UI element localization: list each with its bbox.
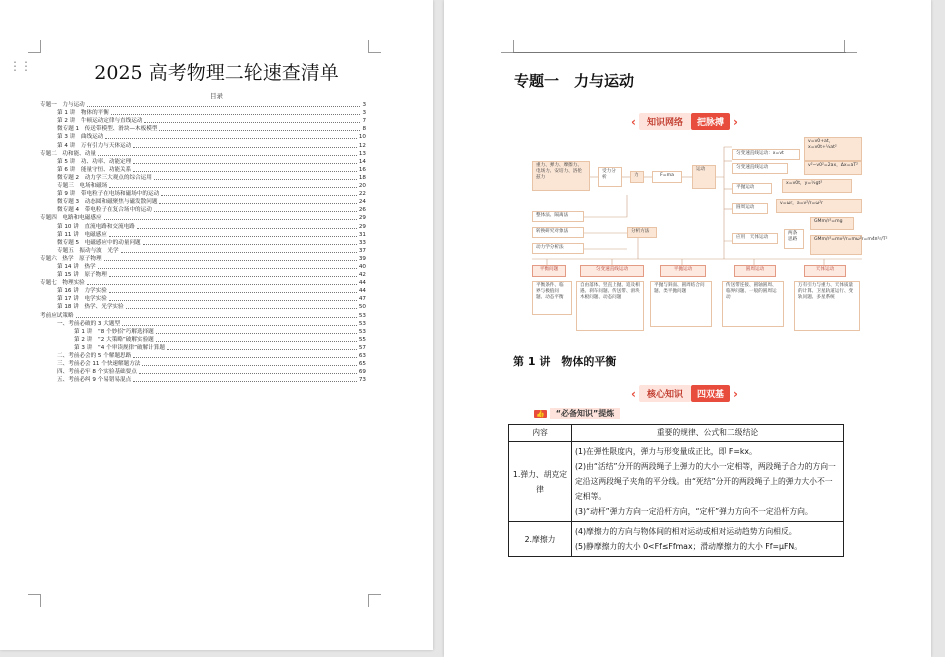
toc-entry-label: 二、考前必会的 5 个解题思路	[57, 353, 132, 359]
toc-entry[interactable]	[40, 360, 366, 368]
toc-heading: 目录	[210, 92, 223, 100]
toc-leader-dots	[105, 138, 357, 139]
chevron-left-icon: ‹	[631, 386, 636, 401]
toc-entry-label: 微专题 5 电磁感应中的动量问题	[57, 239, 141, 246]
chevron-right-icon: ›	[732, 386, 738, 401]
mm-method-3: 动力学分析法	[532, 243, 584, 254]
toc-leader-dots	[109, 276, 357, 277]
mm-force: 力	[630, 171, 644, 183]
banner-left: 知识网络	[639, 113, 691, 130]
toc-leader-dots	[133, 381, 357, 382]
toc-entry-page: 65	[358, 361, 366, 368]
rule-line: (2)由“活结”分开的两段绳子上弹力的大小一定相等，两段绳子合力的方向一定沿这两段绳子夹角的平分线。由“死结”分开的两段绳子上的弹力大小不一定相等。	[575, 462, 836, 501]
toc-entry-page: 13	[358, 150, 366, 157]
toc-entry-label: 专题六 热学 原子物理	[40, 255, 102, 262]
toc-entry-label: 第 6 讲 能量守恒、功能关系	[57, 166, 132, 173]
mm-method-1: 整体法、隔离法	[532, 211, 584, 222]
mm-f-sky: GMm/r²=mg	[810, 217, 854, 230]
toc-entry[interactable]	[40, 320, 366, 328]
toc-leader-dots	[133, 171, 357, 172]
toc-leader-dots	[109, 292, 357, 293]
document-title: 2025 高考物理二轮速查清单	[94, 62, 339, 84]
mm-text-3: 平抛与斜面、圆周结合问题、类平抛问题	[650, 281, 712, 327]
mm-text-4: 传送带连接、圆轴圆周、临界问题、一般的圆周运动	[722, 281, 784, 327]
toc-entry-label: 考前应试策略	[40, 312, 74, 319]
toc-entry-label: 第 14 讲 热学	[57, 263, 96, 270]
toc-entry-page: 42	[358, 272, 366, 279]
toc-leader-dots	[156, 341, 357, 342]
toc-leader-dots	[154, 179, 357, 180]
toc-entry-label: 微专题 2 动力学三大观点的综合运用	[57, 174, 152, 181]
toc-entry[interactable]	[40, 206, 366, 214]
toc-entry-label: 第 16 讲 力学实验	[57, 288, 107, 295]
toc-entry-label: 第 2 讲 牛顿运动定律与直线运动	[57, 118, 143, 125]
toc-leader-dots	[109, 187, 357, 188]
mm-f-throw: x=v0t，y=½gt²	[782, 179, 852, 193]
toc-entry-page: 33	[358, 239, 366, 246]
toc-entry[interactable]	[40, 109, 366, 117]
table-row	[509, 442, 844, 522]
toc-entry-page: 12	[358, 142, 366, 149]
mm-uniform: 匀变速直线运动	[732, 163, 788, 174]
toc-leader-dots	[76, 317, 357, 318]
mm-throw: 平抛运动	[732, 183, 772, 194]
essential-knowledge-tag	[534, 408, 620, 419]
toc-entry-label: 第 3 讲 曲线运动	[57, 134, 104, 141]
toc-entry[interactable]	[40, 117, 366, 125]
toc-entry[interactable]	[40, 182, 366, 190]
toc-entry-label: 微专题 1 传送带模型、滑块—木板模型	[57, 126, 158, 133]
toc-entry-page: 16	[358, 166, 366, 173]
toc-entry[interactable]	[40, 158, 366, 166]
toc-entry-page: 24	[358, 199, 366, 206]
mm-method-2: 转换研究对象法	[532, 227, 584, 238]
row-content	[572, 442, 844, 522]
mm-circle: 圆周运动	[732, 203, 768, 214]
mm-head-3: 平抛运动	[660, 265, 706, 277]
toc-entry[interactable]	[40, 150, 366, 158]
drag-handle-icon[interactable]: ⋮⋮	[9, 59, 31, 73]
rule-line: (1)在弹性限度内，弹力与形变量成正比，即 F=kx。	[575, 447, 757, 456]
toc-entry-page: 47	[358, 296, 366, 303]
mind-map	[532, 137, 888, 333]
toc-entry[interactable]	[40, 198, 366, 206]
toc-entry-page: 37	[358, 247, 366, 254]
toc-entry-page: 31	[358, 231, 366, 238]
mm-head-5: 天体运动	[804, 265, 846, 277]
mm-head-1: 平衡问题	[532, 265, 566, 277]
knowledge-network-banner	[628, 113, 741, 130]
mm-text-2: 自由落体、竖直上抛、追及相遇、刹车问题、传送带、滑块木板问题、动态问题	[576, 281, 644, 331]
toc-entry-page: 55	[358, 336, 366, 343]
toc-entry-label: 微专题 3 动态圆和磁聚焦与磁发散问题	[57, 199, 158, 206]
mm-method-label: 分析方法	[627, 227, 657, 238]
toc-entry[interactable]	[40, 239, 366, 247]
toc-leader-dots	[87, 284, 357, 285]
toc-entry[interactable]	[40, 328, 366, 336]
toc-leader-dots	[98, 268, 357, 269]
toc-entry[interactable]	[40, 174, 366, 182]
toc-entry[interactable]	[40, 222, 366, 230]
toc-entry-label: 第 5 讲 功、功率、动能定理	[57, 158, 132, 165]
toc-leader-dots	[87, 106, 361, 107]
topic-title: 专题一 力与运动	[514, 72, 635, 90]
toc-entry-label: 微专题 4 带电粒子在复合场中的运动	[57, 207, 152, 214]
crop-mark-bl	[28, 594, 41, 607]
toc-entry-page: 40	[358, 263, 366, 270]
mm-sky: 应用 天体运动	[732, 233, 778, 244]
thumbs-up-icon: 👍	[536, 409, 545, 418]
header-rules: 重要的规律、公式和二级结论	[572, 425, 844, 442]
toc-entry[interactable]	[40, 336, 366, 344]
mm-analysis: 受力分析	[598, 167, 622, 187]
toc-entry-label: 专题三 电场和磁场	[57, 183, 108, 190]
toc-entry-label: 第 9 讲 带电粒子在电场和磁场中的运动	[57, 191, 160, 198]
toc-entry[interactable]	[40, 279, 366, 287]
toc-entry[interactable]	[40, 287, 366, 295]
toc-entry-page: 14	[358, 158, 366, 165]
mm-f-circle: v=ωr，a=v²/r=ω²r	[776, 199, 862, 213]
content-page	[444, 0, 931, 657]
row-label: 1.弹力、胡克定律	[509, 442, 572, 522]
toc-entry[interactable]	[40, 133, 366, 141]
mm-line: 匀变速直线运动：x=vt	[732, 149, 800, 160]
toc-entry-label: 第 10 讲 直流电路和交流电路	[57, 223, 135, 230]
toc-entry-label: 第 4 讲 万有引力与天体运动	[57, 142, 132, 149]
toc-leader-dots	[111, 114, 361, 115]
toc-entry[interactable]	[40, 303, 366, 311]
toc-entry-page: 44	[358, 280, 366, 287]
toc-entry-label: 第 2 讲 “2 大策略”破解实验题	[74, 336, 154, 343]
toc-entry[interactable]	[40, 247, 366, 255]
mm-head-4: 圆周运动	[734, 265, 776, 277]
toc-leader-dots	[104, 219, 357, 220]
table-header-row	[509, 425, 844, 442]
banner-left: 核心知识	[639, 385, 691, 402]
toc-entry[interactable]	[40, 295, 366, 303]
toc-entry-page: 39	[358, 255, 366, 262]
toc-entry[interactable]	[40, 214, 366, 222]
banner-right: 把脉搏	[691, 113, 730, 130]
rule-line: (5)静摩擦力的大小 0<Ff≤Ffmax；滑动摩擦力的大小 Ff=μFN。	[575, 542, 803, 551]
toc-entry[interactable]	[40, 231, 366, 239]
toc-entry-page: 73	[358, 377, 366, 384]
mm-f-sky2: GMm/r²=mv²/r=mω²r=m4π²r/T²	[810, 235, 862, 255]
toc-entry[interactable]	[40, 368, 366, 376]
toc-entry[interactable]	[40, 263, 366, 271]
toc-entry[interactable]	[40, 255, 366, 263]
chevron-right-icon: ›	[732, 114, 738, 129]
knowledge-table	[508, 424, 844, 557]
toc-leader-dots	[109, 300, 357, 301]
toc-entry-label: 专题五 振动与波 光学	[57, 247, 119, 254]
mm-f-line2: v²−v0²=2ax，Δx=aT²	[804, 161, 862, 175]
toc-entry-label: 专题七 物理实验	[40, 280, 85, 287]
toc-entry-page: 3	[362, 110, 366, 117]
rule-line: (3)“动杆”弹力方向一定沿杆方向，“定杆”弹力方向不一定沿杆方向。	[575, 507, 813, 516]
toc-entry-page: 7	[362, 118, 366, 125]
toc-entry-page: 57	[358, 344, 366, 351]
crop-mark-br	[368, 594, 381, 607]
toc-entry[interactable]	[40, 101, 366, 109]
toc-entry-page: 18	[358, 174, 366, 181]
toc-leader-dots	[159, 130, 360, 131]
toc-leader-dots	[98, 155, 357, 156]
toc-entry[interactable]	[40, 141, 366, 149]
header-content: 内容	[509, 425, 572, 442]
toc-entry-page: 53	[358, 312, 366, 319]
toc-leader-dots	[144, 122, 360, 123]
toc-leader-dots	[154, 211, 357, 212]
toc-entry-page: 29	[358, 215, 366, 222]
toc-leader-dots	[133, 163, 357, 164]
toc-entry-label: 第 1 讲 “8 个妙招”巧解选择题	[74, 328, 154, 335]
toc-entry-label: 四、考前必牢 8 个实验基础要点	[57, 369, 137, 376]
banner-right: 四双基	[691, 385, 730, 402]
toc-entry-label: 第 1 讲 物体的平衡	[57, 110, 109, 117]
toc-entry-label: 第 15 讲 原子物理	[57, 272, 107, 279]
mm-text-1: 平衡条件、临界与极值问题、动态平衡	[532, 281, 572, 315]
toc-entry[interactable]	[40, 190, 366, 198]
table-of-contents	[40, 101, 366, 384]
toc-entry[interactable]	[40, 376, 366, 384]
toc-leader-dots	[143, 244, 357, 245]
toc-leader-dots	[167, 349, 357, 350]
toc-entry-label: 五、考前必纠 9 个易错易混点	[57, 377, 132, 384]
toc-entry-page: 8	[362, 126, 366, 133]
toc-leader-dots	[161, 195, 357, 196]
header-rule	[513, 52, 846, 53]
toc-leader-dots	[104, 260, 357, 261]
crop-mark-tl	[28, 40, 41, 53]
mm-head-2: 匀变速直线运动	[580, 265, 644, 277]
toc-entry-page: 22	[358, 191, 366, 198]
toc-entry-page: 50	[358, 304, 366, 311]
toc-leader-dots	[156, 333, 357, 334]
core-knowledge-banner	[628, 385, 741, 402]
toc-entry-label: 三、考前必会 11 个快速解题方法	[57, 361, 141, 368]
toc-entry[interactable]	[40, 311, 366, 319]
mm-f-line: v=v0+at，x=v0t+½at²	[804, 137, 862, 161]
toc-entry[interactable]	[40, 166, 366, 174]
toc-leader-dots	[109, 236, 357, 237]
toc-entry-label: 专题四 电路和电磁感应	[40, 215, 102, 222]
toc-entry-label: 专题一 力与运动	[40, 102, 85, 109]
toc-entry-page: 20	[358, 183, 366, 190]
toc-entry-page: 26	[358, 207, 366, 214]
toc-entry-label: 专题二 功和能、动量	[40, 150, 96, 157]
toc-entry-page: 53	[358, 320, 366, 327]
tag-label: “必备知识”提炼	[550, 408, 621, 419]
chevron-left-icon: ‹	[631, 114, 636, 129]
toc-entry-page: 44	[358, 288, 366, 295]
toc-entry-label: 第 17 讲 电学实验	[57, 296, 107, 303]
toc-leader-dots	[121, 252, 357, 253]
toc-entry-page: 53	[358, 328, 366, 335]
toc-entry-label: 第 11 讲 电磁感应	[57, 231, 107, 238]
toc-leader-dots	[126, 308, 357, 309]
toc-entry[interactable]	[40, 352, 366, 360]
toc-entry[interactable]	[40, 125, 366, 133]
toc-entry-label: 第 18 讲 热学、光学实验	[57, 304, 124, 311]
toc-leader-dots	[137, 228, 357, 229]
mm-text-5: 万有引力与重力、天体质量的计算、卫星轨道运行、变轨问题、多星系统	[794, 281, 860, 331]
row-content	[572, 522, 844, 557]
toc-entry-label: 第 3 讲 “4 个审读规律”破解计算题	[74, 344, 165, 351]
toc-leader-dots	[122, 325, 357, 326]
rule-line: (4)摩擦力的方向与物体间的相对运动或相对运动趋势方向相反。	[575, 527, 797, 536]
mm-fma: F=ma	[652, 171, 682, 183]
toc-entry-page: 3	[362, 102, 366, 109]
mm-two: 两条思路	[784, 229, 804, 249]
toc-entry-label: 一、考前必破的 3 大题型	[57, 320, 121, 327]
mm-motion: 运动	[692, 165, 716, 189]
toc-entry-page: 29	[358, 223, 366, 230]
row-label: 2.摩擦力	[509, 522, 572, 557]
toc-leader-dots	[139, 373, 357, 374]
toc-leader-dots	[142, 365, 356, 366]
toc-entry-page: 69	[358, 369, 366, 376]
toc-leader-dots	[159, 203, 356, 204]
toc-entry-page: 10	[358, 134, 366, 141]
toc-entry[interactable]	[40, 344, 366, 352]
toc-page	[0, 0, 433, 650]
crop-mark-tr	[368, 40, 381, 53]
mm-forces: 重力、弹力、摩擦力、电场力、安培力、洛伦兹力	[532, 161, 590, 191]
toc-leader-dots	[133, 147, 357, 148]
toc-leader-dots	[133, 357, 357, 358]
toc-entry-page: 63	[358, 353, 366, 359]
table-row	[509, 522, 844, 557]
toc-entry[interactable]	[40, 271, 366, 279]
lecture-title: 第 1 讲 物体的平衡	[513, 355, 617, 368]
